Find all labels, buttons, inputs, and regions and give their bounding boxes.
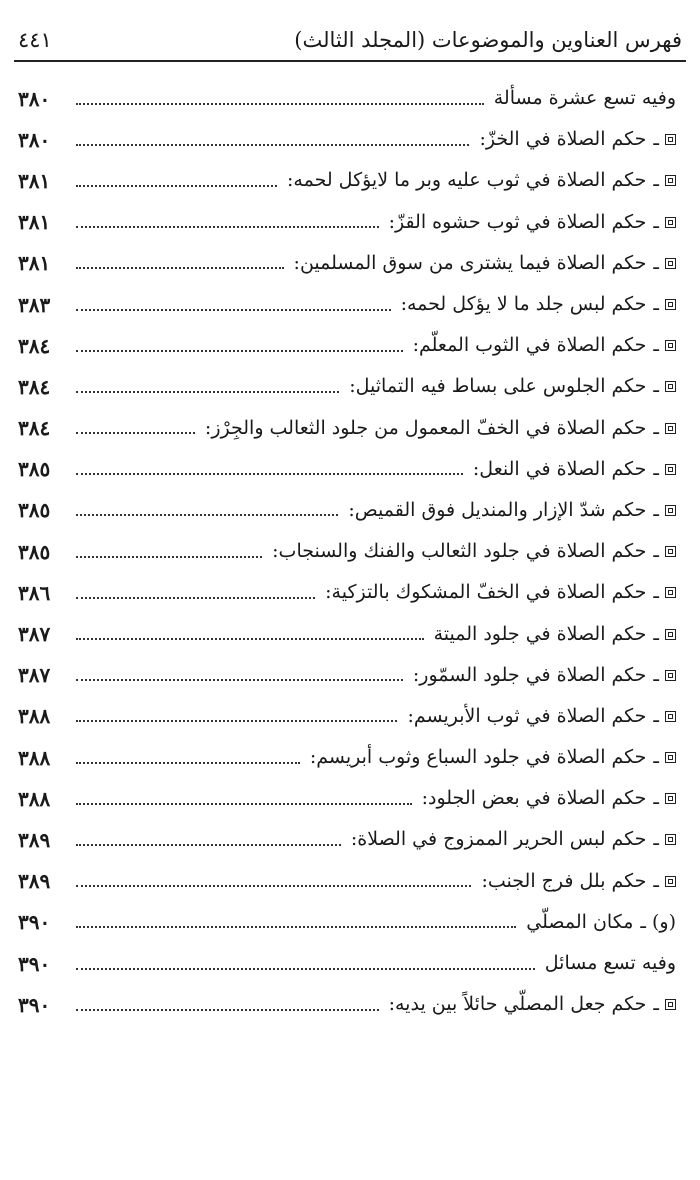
entry-page-number: ٣٨٤: [18, 416, 51, 441]
entry-prefix: ـ: [653, 293, 659, 316]
dot-leader: [76, 144, 469, 146]
dot-leader: [76, 103, 484, 105]
square-bullet-icon: [665, 876, 676, 887]
entry-text-group: [494, 89, 676, 108]
entry-title: حكم الصلاة في ثوب حشوه القزّ:: [388, 210, 647, 233]
toc-entry: [18, 572, 676, 613]
entry-page-number: ٣٨٦: [18, 580, 51, 605]
toc-entry: [18, 819, 676, 860]
entry-title: وفيه تسع عشرة مسألة: [493, 87, 676, 110]
entry-page-number: ٣٨٨: [18, 786, 51, 811]
square-bullet-icon: [665, 793, 676, 804]
entry-text-group: [351, 830, 676, 849]
entry-title: حكم الصلاة في جلود السباع وثوب أبريسم:: [309, 746, 647, 769]
entry-prefix: ـ: [653, 375, 659, 398]
dot-leader: [76, 350, 403, 352]
header-rule: [14, 60, 686, 62]
entry-text-group: [349, 377, 676, 396]
toc-entry: [18, 778, 676, 819]
entry-prefix: ـ: [653, 622, 659, 645]
entry-page-number: ٣٨١: [18, 251, 51, 276]
dot-leader: [76, 803, 412, 805]
entry-prefix: ـ: [653, 210, 659, 233]
entry-text-group: [388, 210, 676, 233]
square-bullet-icon: [665, 258, 676, 269]
entry-text-group: [545, 954, 676, 973]
entry-prefix: ـ: [653, 251, 659, 274]
dot-leader: [76, 391, 339, 393]
entry-prefix: ـ: [653, 993, 659, 1016]
toc-entry: [18, 325, 676, 366]
dot-leader: [76, 267, 284, 269]
square-bullet-icon: [665, 629, 676, 640]
toc-entry: [18, 366, 676, 407]
dot-leader: [76, 720, 397, 722]
entry-page-number: ٣٨٣: [18, 292, 51, 317]
square-bullet-icon: [665, 175, 676, 186]
entry-text-group: [348, 498, 676, 521]
dot-leader: [76, 597, 315, 599]
entry-title: حكم الصلاة في الخزّ:: [479, 128, 647, 151]
running-title: فهرس العناوين والموضوعات (المجلد الثالث): [294, 28, 682, 52]
toc-entry: [18, 408, 676, 449]
dot-leader: [76, 1009, 379, 1011]
entry-title: حكم الصلاة في ثوب الأبريسم:: [407, 704, 647, 727]
square-bullet-icon: [665, 134, 676, 145]
square-bullet-icon: [665, 752, 676, 763]
entry-title: حكم الصلاة في الخفّ المشكوك بالتزكية:: [325, 581, 647, 604]
dot-leader: [76, 185, 277, 187]
toc-entry: [18, 449, 676, 490]
entry-prefix: ـ: [653, 540, 659, 563]
toc-entry: [18, 902, 676, 943]
entry-prefix: ـ: [653, 416, 659, 439]
toc-entry: [18, 78, 676, 119]
toc-entry: [18, 613, 676, 654]
entry-page-number: ٣٨٧: [18, 663, 51, 688]
square-bullet-icon: [665, 546, 676, 557]
toc-entry: [18, 943, 676, 984]
entry-page-number: ٣٨٨: [18, 745, 51, 770]
entry-prefix: ـ: [653, 334, 659, 357]
entry-prefix: (و) ـ: [640, 910, 676, 933]
entry-prefix: ـ: [653, 128, 659, 151]
entry-prefix: ـ: [653, 746, 659, 769]
dot-leader: [76, 679, 403, 681]
entry-text-group: [293, 251, 676, 274]
entry-title: حكم بلل فرج الجنب:: [481, 869, 647, 892]
toc-entry: [18, 284, 676, 325]
dot-leader: [76, 762, 300, 764]
dot-leader: [76, 514, 338, 516]
entry-page-number: ٣٨٤: [18, 374, 51, 399]
entry-title: حكم الصلاة في النعل:: [472, 457, 647, 480]
square-bullet-icon: [665, 423, 676, 434]
entry-text-group: [526, 910, 676, 933]
entry-prefix: ـ: [653, 498, 659, 521]
entry-prefix: ـ: [653, 663, 659, 686]
entry-text-group: [272, 542, 676, 561]
entry-prefix: ـ: [653, 828, 659, 851]
toc-entry: [18, 160, 676, 201]
entry-prefix: ـ: [653, 457, 659, 480]
entry-text-group: [407, 704, 676, 727]
entry-prefix: ـ: [653, 581, 659, 604]
page-number: ٤٤١: [18, 28, 52, 52]
square-bullet-icon: [665, 505, 676, 516]
square-bullet-icon: [665, 464, 676, 475]
toc-entry: [18, 202, 676, 243]
entry-title: حكم الصلاة فيما يشترى من سوق المسلمين:: [293, 251, 647, 274]
square-bullet-icon: [665, 999, 676, 1010]
dot-leader: [76, 638, 424, 640]
entry-title: حكم جعل المصلّي حائلاً بين يديه:: [388, 993, 647, 1016]
toc-entry: [18, 696, 676, 737]
entry-text-group: [287, 171, 676, 190]
entry-title: حكم الجلوس على بساط فيه التماثيل:: [349, 375, 647, 398]
entry-title: مكان المصلّي: [526, 910, 634, 933]
square-bullet-icon: [665, 587, 676, 598]
entry-text-group: [433, 622, 676, 645]
dot-leader: [76, 556, 262, 558]
entry-text-group: [481, 869, 676, 892]
entry-page-number: ٣٩٠: [18, 910, 51, 935]
square-bullet-icon: [665, 217, 676, 228]
entry-text-group: [389, 995, 676, 1014]
entry-page-number: ٣٨٤: [18, 333, 51, 358]
entry-page-number: ٣٨٠: [18, 127, 51, 152]
entry-title: وفيه تسع مسائل: [544, 952, 676, 975]
entry-title: حكم الصلاة في جلود السمّور:: [412, 663, 647, 686]
entry-title: حكم لبس الحرير الممزوج في الصلاة:: [350, 828, 647, 851]
entry-text-group: [412, 663, 676, 686]
dot-leader: [76, 968, 535, 970]
dot-leader: [76, 926, 516, 928]
toc-entry: [18, 861, 676, 902]
entry-page-number: ٣٨٥: [18, 498, 51, 523]
toc-entry: [18, 531, 676, 572]
square-bullet-icon: [665, 834, 676, 845]
entry-prefix: ـ: [653, 787, 659, 810]
entry-page-number: ٣٩٠: [18, 951, 51, 976]
entry-text-group: [204, 416, 676, 439]
entry-title: حكم لبس جلد ما لا يؤكل لحمه:: [400, 293, 647, 316]
entry-page-number: ٣٩٠: [18, 992, 51, 1017]
page-header: [18, 22, 682, 58]
dot-leader: [76, 885, 471, 887]
entry-page-number: ٣٨٥: [18, 457, 51, 482]
entry-text-group: [325, 583, 676, 602]
dot-leader: [76, 309, 391, 311]
entry-title: حكم الصلاة في ثوب عليه وبر ما لايؤكل لحمه:: [287, 169, 647, 192]
entry-page-number: ٣٨١: [18, 210, 51, 235]
entry-page-number: ٣٨٥: [18, 539, 51, 564]
entry-page-number: ٣٨٨: [18, 704, 51, 729]
dot-leader: [76, 473, 463, 475]
toc-entry: [18, 119, 676, 160]
entry-prefix: ـ: [653, 704, 659, 727]
square-bullet-icon: [665, 381, 676, 392]
table-of-contents: [18, 78, 676, 1025]
dot-leader: [76, 844, 341, 846]
toc-entry: [18, 243, 676, 284]
dot-leader: [76, 226, 379, 228]
square-bullet-icon: [665, 299, 676, 310]
square-bullet-icon: [665, 340, 676, 351]
entry-title: حكم الصلاة في الثوب المعلّم:: [412, 334, 647, 357]
entry-text-group: [413, 336, 676, 355]
dot-leader: [76, 432, 195, 434]
toc-entry: [18, 490, 676, 531]
entry-title: حكم شدّ الإزار والمنديل فوق القميص:: [348, 498, 647, 521]
square-bullet-icon: [665, 711, 676, 722]
entry-page-number: ٣٨٩: [18, 869, 51, 894]
entry-page-number: ٣٨٠: [18, 86, 51, 111]
entry-title: حكم الصلاة في بعض الجلود:: [421, 787, 647, 810]
entry-title: حكم الصلاة في الخفّ المعمول من جلود الثعالب والجِرْز:: [204, 416, 647, 439]
entry-prefix: ـ: [653, 169, 659, 192]
entry-page-number: ٣٨٩: [18, 827, 51, 852]
entry-page-number: ٣٨١: [18, 168, 51, 193]
toc-entry: [18, 984, 676, 1025]
entry-page-number: ٣٨٧: [18, 622, 51, 647]
entry-text-group: [401, 295, 676, 314]
entry-prefix: ـ: [653, 869, 659, 892]
toc-entry: [18, 655, 676, 696]
entry-title: حكم الصلاة في جلود الثعالب والفنك والسنجاب:: [272, 540, 647, 563]
entry-text-group: [422, 789, 676, 808]
entry-title: حكم الصلاة في جلود الميتة: [433, 622, 647, 645]
square-bullet-icon: [665, 670, 676, 681]
toc-entry: [18, 737, 676, 778]
entry-text-group: [479, 130, 676, 149]
entry-text-group: [310, 748, 676, 767]
entry-text-group: [472, 457, 676, 480]
